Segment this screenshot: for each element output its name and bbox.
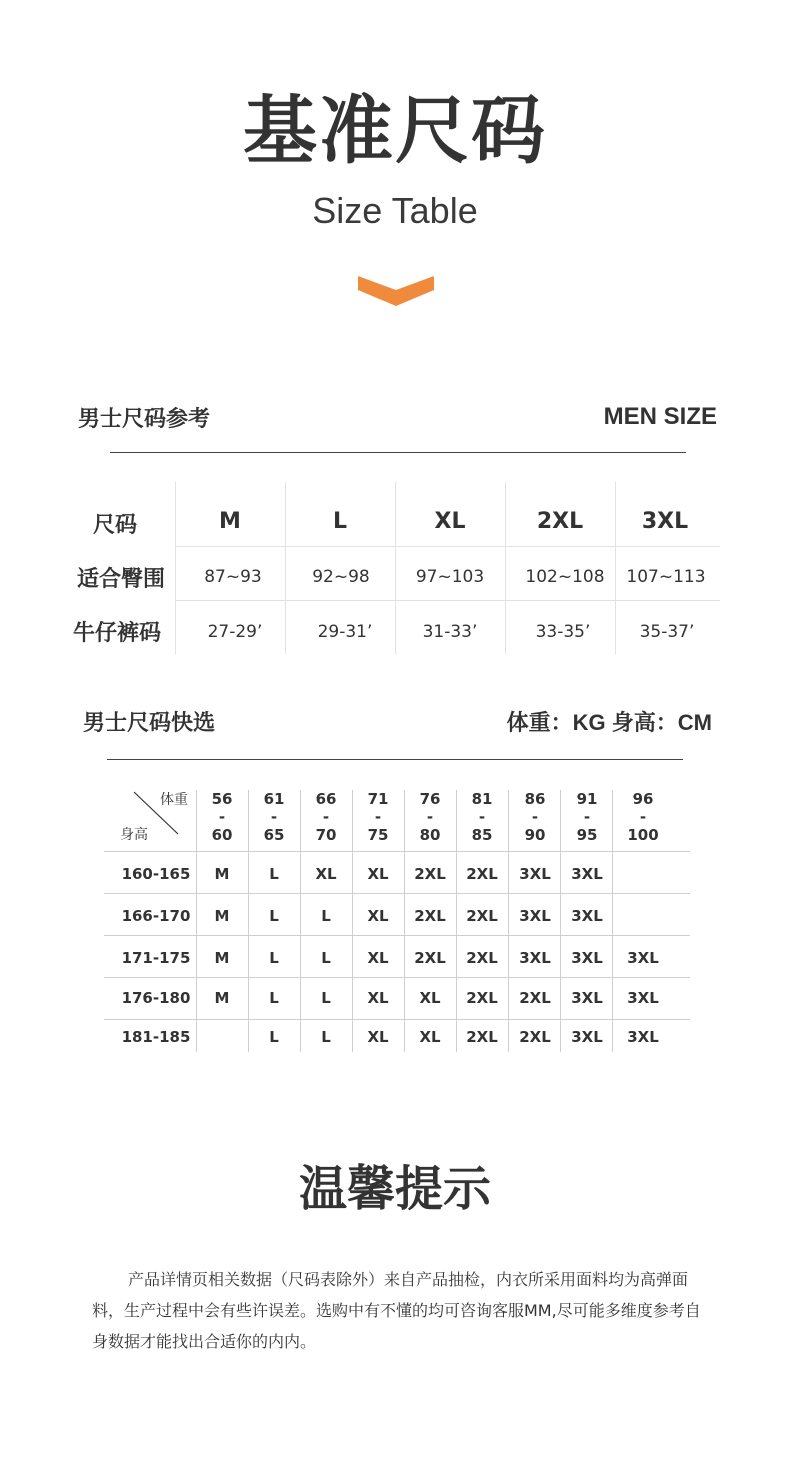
men-size-title-en: MEN SIZE [603,403,717,430]
height-range-label: 181-185 [121,1028,191,1046]
size-cell: L [321,1028,331,1046]
size-cell: M [214,865,230,883]
size-cell: XL [419,989,441,1007]
size-cell: 3XL [627,989,659,1007]
weight-range-bottom: 90 [524,826,546,844]
size-cell: 3XL [571,949,603,967]
jeans-value: 31-33’ [422,622,478,642]
size-cell: 2XL [466,1028,498,1046]
size-header: 3XL [641,509,689,534]
size-header: 2XL [536,509,584,534]
weight-range-sep: - [639,808,647,826]
size-cell: 2XL [466,949,498,967]
weight-range-top: 61 [263,790,285,808]
height-range-label: 171-175 [121,949,191,967]
size-cell: XL [419,1028,441,1046]
table-divider [104,935,690,936]
table-divider [560,790,561,1052]
size-cell: 2XL [414,865,446,883]
jeans-value: 33-35’ [535,622,591,642]
corner-height-label: 身高 [120,827,148,843]
size-cell: 2XL [414,907,446,925]
weight-range-sep: - [531,808,539,826]
size-cell: 2XL [466,989,498,1007]
weight-range-top: 71 [367,790,389,808]
size-cell: 3XL [571,907,603,925]
size-cell: 2XL [466,907,498,925]
size-cell: XL [315,865,337,883]
table-divider [104,893,690,894]
row-label-hip: 适合臀围 [76,567,165,592]
size-header: M [219,509,241,534]
weight-range-bottom: 95 [576,826,598,844]
hip-value: 102~108 [525,567,605,587]
tips-title: 温馨提示 [298,1161,491,1217]
quick-select-units: 体重：KG 身高：CM [506,710,712,735]
weight-range-sep: - [270,808,278,826]
size-cell: 3XL [571,1028,603,1046]
weight-range-top: 86 [524,790,546,808]
size-cell: XL [367,1028,389,1046]
hip-value: 87~93 [204,567,262,587]
height-range-label: 176-180 [121,989,191,1007]
size-cell: L [321,949,331,967]
size-cell: M [214,989,230,1007]
size-cell: 2XL [519,989,551,1007]
weight-range-bottom: 80 [419,826,441,844]
size-cell: L [321,989,331,1007]
size-cell: L [269,989,279,1007]
page-title: 基准尺码 [243,88,547,174]
size-header: L [332,509,348,534]
weight-range-bottom: 75 [367,826,389,844]
row-label-size: 尺码 [92,513,137,538]
men-size-title: 男士尺码参考 [78,407,211,432]
weight-range-top: 81 [471,790,493,808]
quick-select-title: 男士尺码快选 [83,711,216,736]
weight-range-sep: - [218,808,226,826]
table-divider [508,790,509,1052]
weight-range-bottom: 70 [315,826,337,844]
size-cell: L [321,907,331,925]
jeans-value: 27-29’ [207,622,263,642]
height-range-label: 160-165 [121,865,191,883]
table-divider [104,851,690,852]
height-range-label: 166-170 [121,907,191,925]
size-cell: L [269,907,279,925]
size-cell: 3XL [571,865,603,883]
hip-value: 107~113 [626,567,706,587]
weight-range-top: 96 [632,790,654,808]
size-cell: XL [367,865,389,883]
size-cell: XL [367,989,389,1007]
size-cell: L [269,865,279,883]
size-cell: 2XL [466,865,498,883]
size-cell: 3XL [627,1028,659,1046]
weight-range-sep: - [322,808,330,826]
size-cell: 2XL [414,949,446,967]
size-cell: 3XL [519,907,551,925]
weight-range-sep: - [583,808,591,826]
row-label-jeans: 牛仔裤码 [72,621,161,646]
size-cell: XL [367,949,389,967]
table-divider [104,977,690,978]
size-cell: XL [367,907,389,925]
jeans-value: 35-37’ [639,622,695,642]
weight-range-sep: - [426,808,434,826]
size-cell: 2XL [519,1028,551,1046]
hip-value: 92~98 [312,567,370,587]
size-header: XL [434,509,466,534]
weight-range-bottom: 65 [263,826,285,844]
weight-range-top: 91 [576,790,598,808]
page-subtitle: Size Table [312,190,478,231]
weight-range-bottom: 60 [211,826,233,844]
weight-range-top: 56 [211,790,233,808]
jeans-value: 29-31’ [317,622,373,642]
weight-range-bottom: 85 [471,826,493,844]
size-cell: 3XL [571,989,603,1007]
weight-range-top: 76 [419,790,441,808]
size-cell: L [269,949,279,967]
size-cell: 3XL [519,865,551,883]
weight-range-top: 66 [315,790,337,808]
table-divider [104,1019,690,1020]
size-cell: M [214,907,230,925]
size-cell: 3XL [627,949,659,967]
corner-weight-label: 体重 [160,792,188,808]
weight-range-bottom: 100 [627,826,659,844]
size-cell: L [269,1028,279,1046]
size-cell: M [214,949,230,967]
hip-value: 97~103 [415,567,485,587]
tips-body: 产品详情页相关数据（尺码表除外）来自产品抽检，内衣所采用面料均为高弹面料，生产过程中会有些许误差。选购中有不懂的均可咨询客服MM,尽可能多维度参考自身数据才能找出合适你的内内。 [92,1270,701,1351]
weight-range-sep: - [478,808,486,826]
weight-range-sep: - [374,808,382,826]
table-divider [612,790,613,1052]
size-cell: 3XL [519,949,551,967]
